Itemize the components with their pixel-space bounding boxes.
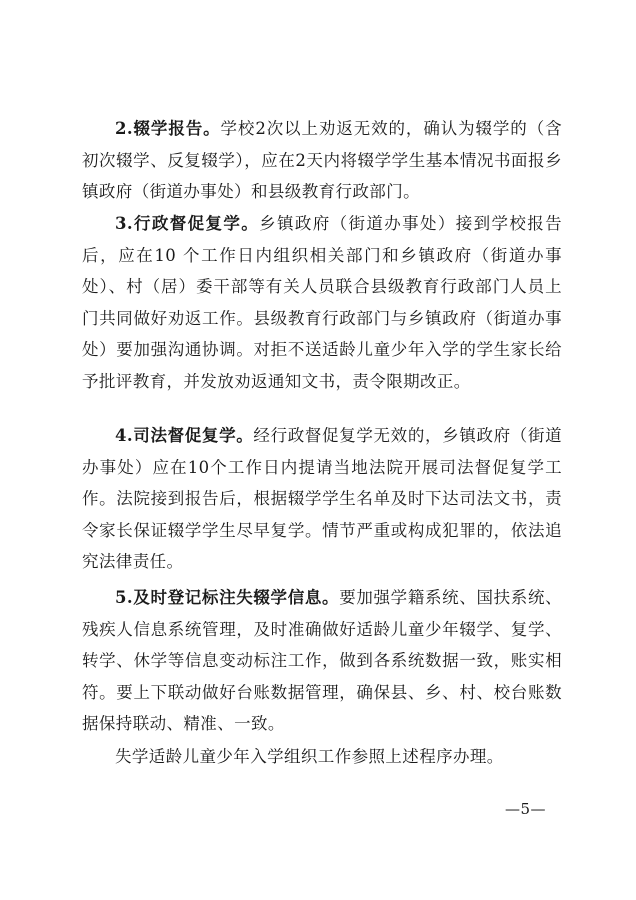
paragraph-closing-note bbox=[82, 741, 562, 773]
paragraph-heading: 5.及时登记标注失辍学信息。 bbox=[115, 588, 340, 607]
paragraph-heading: 3.行政督促复学。 bbox=[115, 214, 260, 233]
paragraph-body: 要加强学籍系统、国扶系统、残疾人信息系统管理，及时准确做好适龄儿童少年辍学、复学、转学、休学等信息变动标注工作，做到各系统数据一致，账实相符。要上下联动做好台账数据管理，确保县、乡、村、校台账数据保持联动、精准、一致。 bbox=[82, 588, 563, 733]
paragraph-heading: 2.辍学报告。 bbox=[115, 119, 221, 138]
paragraph-judicial-supervision bbox=[82, 420, 562, 578]
paragraph-record-dropout-info bbox=[82, 582, 562, 740]
paragraph-heading: 4.司法督促复学。 bbox=[115, 426, 254, 445]
paragraph-administrative-supervision bbox=[82, 208, 562, 397]
paragraph-body: 失学适龄儿童少年入学组织工作参照上述程序办理。 bbox=[115, 747, 504, 766]
paragraph-dropout-report bbox=[82, 113, 562, 208]
page-number: —5— bbox=[505, 800, 547, 818]
paragraph-body: 经行政督促复学无效的，乡镇政府（街道办事处）应在10个工作日内提请当地法院开展司法督促复学工作。法院接到报告后，根据辍学学生名单及时下达司法文书，责令家长保证辍学学生尽早复学。情节严重或构成犯罪的，依法追究法律责任。 bbox=[82, 426, 563, 571]
paragraph-body: 学校2次以上劝返无效的，确认为辍学的（含初次辍学、反复辍学），应在2天内将辍学学生基本情况书面报乡镇政府（街道办事处）和县级教育行政部门。 bbox=[82, 119, 563, 201]
paragraph-body: 乡镇政府（街道办事处）接到学校报告后，应在10 个工作日内组织相关部门和乡镇政府（街道办事处）、村（居）委干部等有关人员联合县级教育行政部门人员上门共同做好劝返工作。县级教育行政部门与乡镇政府（街道办事处）要加强沟通协调。对拒不送适龄儿童少年入学的学生家长给予批评教育，并发放劝返通知文书，责令限期改正。 bbox=[82, 214, 562, 391]
